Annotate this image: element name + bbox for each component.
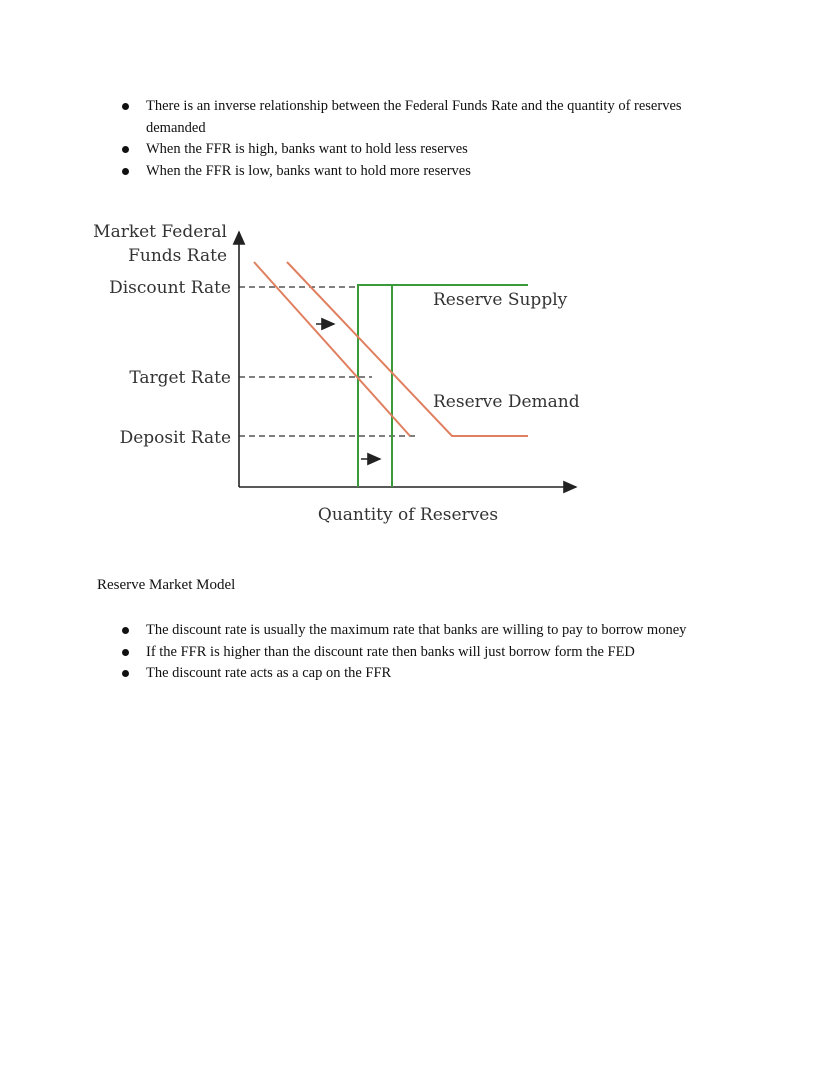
bullet-text: The discount rate is usually the maximum rate that banks are willing to pay to borrow money <box>146 622 687 638</box>
bullet-text: There is an inverse relationship between the Federal Funds Rate and the quantity of reserves demanded <box>146 98 682 136</box>
y-axis-label-line1: Market Federal <box>93 222 227 242</box>
bullet-item <box>118 620 718 642</box>
bullet-item <box>118 642 718 664</box>
bullet-text: When the FFR is low, banks want to hold more reserves <box>146 162 471 179</box>
bullet-icon <box>122 649 129 656</box>
deposit-rate-label: Deposit Rate <box>119 428 231 448</box>
reserve-supply-curve <box>358 285 528 487</box>
discount-rate-label: Discount Rate <box>109 278 231 298</box>
x-axis-label: Quantity of Reserves <box>317 505 499 525</box>
reserve-demand-label: Reserve Demand <box>433 392 580 412</box>
bullet-item <box>118 663 718 685</box>
bullet-icon <box>122 670 129 677</box>
y-axis-label-line2: Funds Rate <box>128 246 227 266</box>
model-bullet-list <box>118 620 718 685</box>
bullet-text: When the FFR is high, banks want to hold less reserves <box>146 141 468 157</box>
target-rate-label: Target Rate <box>129 368 231 388</box>
reserve-supply-label: Reserve Supply <box>433 290 568 310</box>
diagram-caption: Reserve Market Model <box>97 577 236 593</box>
bullet-icon <box>122 627 129 634</box>
reserve-demand-curve <box>254 262 410 436</box>
bullet-text: If the FFR is higher than the discount rate then banks will just borrow form the FED <box>146 643 635 660</box>
bullet-text: The discount rate acts as a cap on the FFR <box>146 665 392 681</box>
